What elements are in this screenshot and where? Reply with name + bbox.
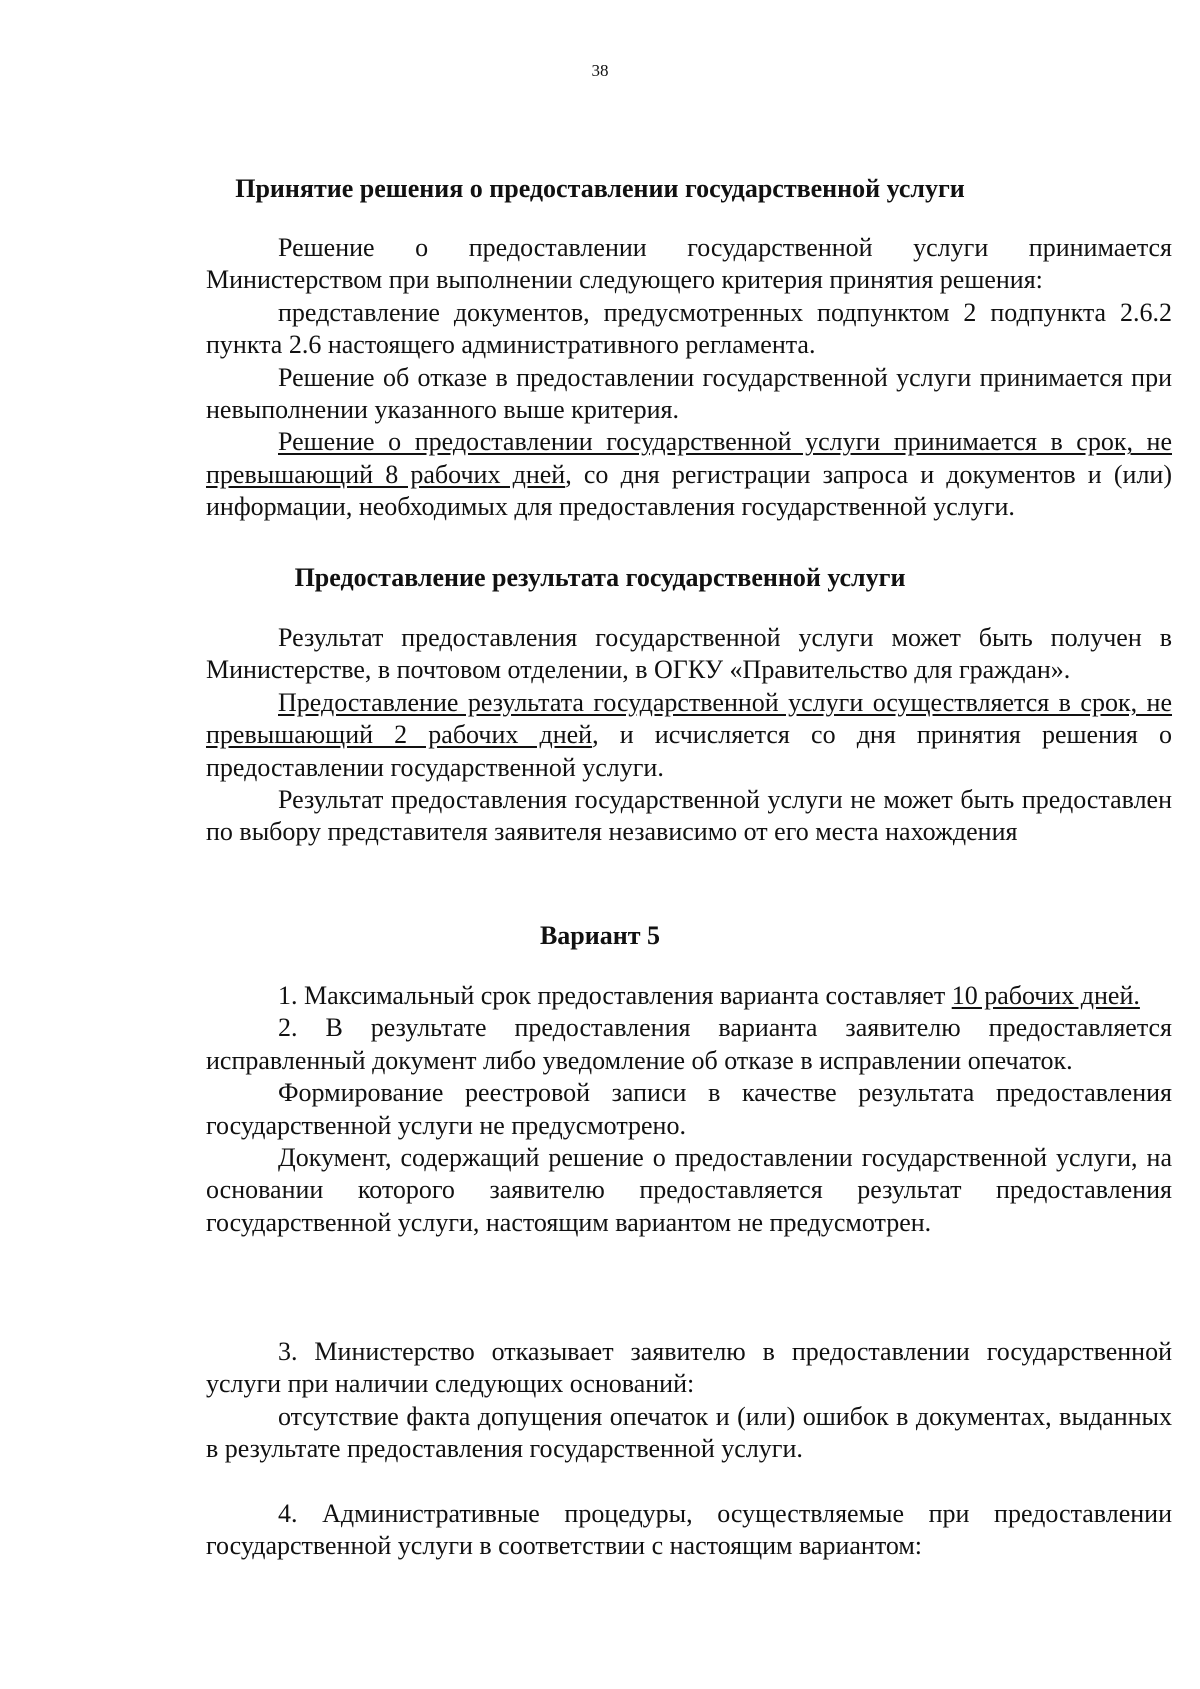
section-body-decision — [206, 232, 1172, 524]
paragraph: Результат предоставления государственной услуги может быть получен в Министерстве, в почтовом отделении, в ОГКУ «Правительство для граждан». — [206, 623, 1172, 685]
underlined-text: Решение о предоставлении государственной услуги принимается в срок, не превышающий 8 рабочих дней — [206, 427, 1172, 489]
paragraph: Решение о предоставлении государственной услуги принимается Министерством при выполнении следующего критерия принятия решения: — [206, 233, 1172, 295]
paragraph-text: 1. Максимальный срок предоставления варианта составляет — [278, 981, 952, 1010]
paragraph-text: , со дня регистрации запроса и документов и (или) информации, необходимых для предоставления государственной услуги. — [206, 459, 1172, 522]
section-body-variant — [206, 980, 1172, 1239]
paragraph-max-term — [206, 980, 1172, 1012]
paragraph: 3. Министерство отказывает заявителю в предоставлении государственной услуги при наличии следующих оснований: — [206, 1337, 1172, 1399]
paragraph: отсутствие факта допущения опечаток и (или) ошибок в документах, выданных в результате предоставления государственной услуги. — [206, 1401, 1172, 1464]
paragraph-result-term — [206, 687, 1172, 784]
section-body-result — [206, 622, 1172, 849]
underlined-text: Предоставление результата государственной услуги осуществляется в срок, не превышающий 2 рабочих дней — [206, 687, 1172, 750]
paragraph: 2. В результате предоставления варианта заявителю предоставляется исправленный документ либо уведомление об отказе в исправлении опечаток. — [206, 1013, 1172, 1075]
paragraph: Результат предоставления государственной услуги не может быть предоставлен по выбору представителя заявителя независимо от его места нахождения — [206, 785, 1172, 847]
paragraph: 4. Административные процедуры, осуществляемые при предоставлении государственной услуги в соответствии с настоящим вариантом: — [206, 1499, 1172, 1561]
paragraph-decision-term — [206, 426, 1172, 523]
paragraph-text: , и исчисляется со дня принятия решения о предоставлении государственной услуги. — [206, 720, 1173, 782]
section-heading-variant: Вариант 5 — [539, 921, 661, 950]
paragraph: Решение об отказе в предоставлении государственной услуги принимается при невыполнении указанного выше критерия. — [206, 362, 1172, 425]
section-body-refusal — [206, 1336, 1172, 1466]
section-heading-result: Предоставление результата государственной услуги — [294, 563, 906, 592]
section-heading-decision: Принятие решения о предоставлении государственной услуги — [235, 174, 965, 203]
paragraph: Документ, содержащий решение о предоставлении государственной услуги, на основании которого заявителю предоставляется результат предоставления государственной услуги, настоящим вариантом не предусмотрен. — [206, 1143, 1172, 1237]
page-number: 38 — [591, 61, 609, 80]
underlined-text: 10 рабочих дней. — [951, 981, 1140, 1010]
paragraph: Формирование реестровой записи в качестве результата предоставления государственной услуги не предусмотрено. — [206, 1078, 1172, 1140]
paragraph: представление документов, предусмотренных подпунктом 2 подпункта 2.6.2 пункта 2.6 настоящего административного регламента. — [206, 297, 1172, 360]
section-body-procedures — [206, 1498, 1172, 1563]
